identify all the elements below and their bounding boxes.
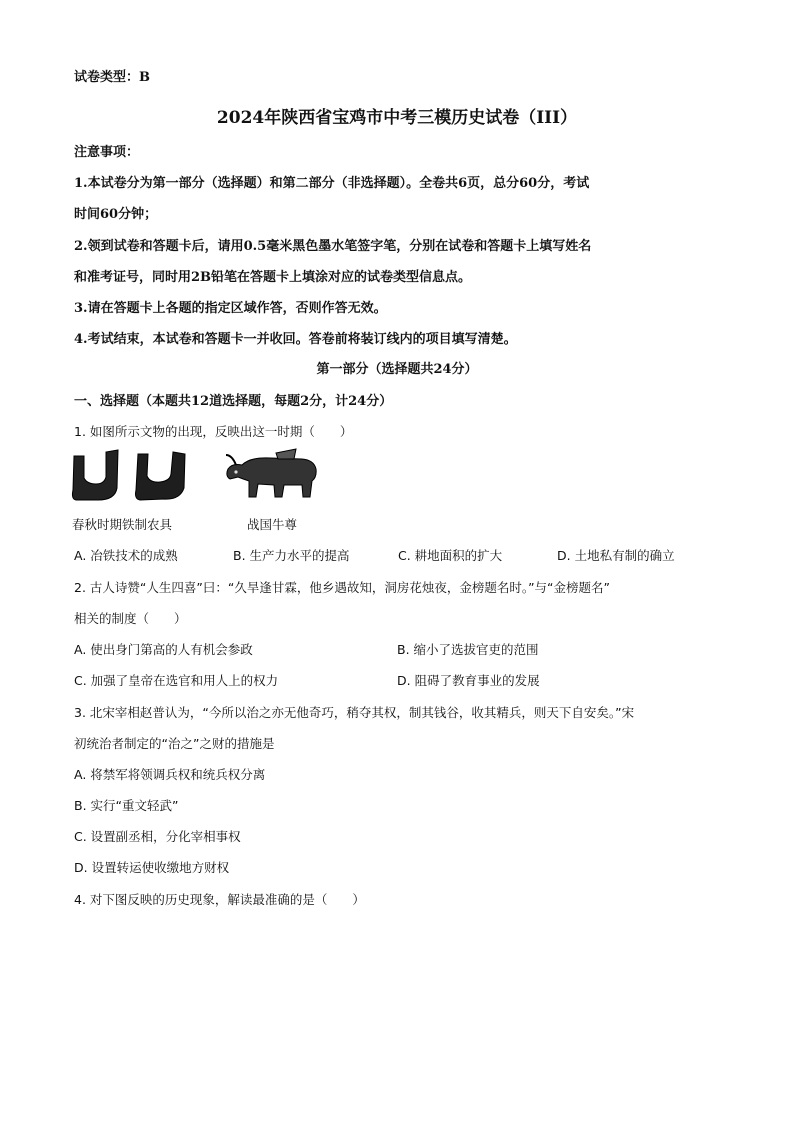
- page-title: 2024年陕西省宝鸡市中考三模历史试卷（III）: [216, 108, 578, 128]
- iron-farm-tools-image: [70, 446, 200, 504]
- q3-option-a: A. 将禁军将领调兵权和统兵权分离: [74, 767, 266, 782]
- q1-caption-left: 春秋时期铁制农具: [72, 517, 173, 532]
- q2-stem-line-2: 相关的制度（ ）: [74, 611, 187, 626]
- q3-stem-line-1: 3. 北宋宰相赵普认为，“今所以治之亦无他奇巧，稍夺其权，制其钱谷，收其精兵，则天下自安矣。”宋: [74, 705, 635, 720]
- notice-item-1-line-2: 时间60分钟；: [74, 207, 158, 222]
- notice-heading: 注意事项：: [74, 145, 140, 160]
- q1-stem: 1. 如图所示文物的出现，反映出这一时期（ ）: [74, 424, 353, 439]
- q3-stem-line-2: 初统治者制定的“治之”之财的措施是: [74, 736, 275, 751]
- notice-item-3: 3.请在答题卡上各题的指定区域作答，否则作答无效。: [74, 301, 387, 316]
- q3-option-d: D. 设置转运使收缴地方财权: [74, 860, 230, 875]
- q1-option-b: B. 生产力水平的提高: [233, 548, 350, 563]
- q4-stem: 4. 对下图反映的历史现象，解读最准确的是（ ）: [74, 892, 365, 907]
- q2-option-c: C. 加强了皇帝在选官和用人上的权力: [74, 673, 279, 688]
- part1-heading: 第一部分（选择题共24分）: [316, 362, 478, 377]
- q2-option-a: A. 使出身门第高的人有机会参政: [74, 642, 253, 657]
- notice-item-2-line-1: 2.领到试卷和答题卡后，请用0.5毫米黑色墨水笔签字笔，分别在试卷和答题卡上填写姓名: [74, 239, 592, 254]
- ox-zun-bronze-image: [224, 445, 322, 503]
- q2-option-d: D. 阻碍了教育事业的发展: [397, 673, 540, 688]
- q1-caption-right: 战国牛尊: [247, 517, 298, 532]
- q1-option-c: C. 耕地面积的扩大: [398, 548, 503, 563]
- q2-stem-line-1: 2. 古人诗赞“人生四喜”曰：“久旱逢甘霖，他乡遇故知，洞房花烛夜，金榜题名时。”与“金榜题名”: [74, 580, 611, 595]
- notice-item-2-line-2: 和准考证号，同时用2B铅笔在答题卡上填涂对应的试卷类型信息点。: [74, 270, 472, 285]
- q1-option-d: D. 土地私有制的确立: [557, 548, 675, 563]
- q2-option-b: B. 缩小了选拔官吏的范围: [397, 642, 539, 657]
- notice-item-4: 4.考试结束，本试卷和答题卡一并收回。答卷前将装订线内的项目填写清楚。: [74, 332, 517, 347]
- paper-type: 试卷类型：B: [74, 70, 150, 85]
- q3-option-c: C. 设置副丞相，分化宰相事权: [74, 829, 241, 844]
- notice-item-1-line-1: 1.本试卷分为第一部分（选择题）和第二部分（非选择题）。全卷共6页，总分60分，考试: [74, 176, 590, 191]
- section-heading: 一、选择题（本题共12道选择题，每题2分，计24分）: [74, 394, 393, 409]
- q1-option-a: A. 冶铁技术的成熟: [74, 548, 178, 563]
- q3-option-b: B. 实行“重文轻武”: [74, 798, 179, 813]
